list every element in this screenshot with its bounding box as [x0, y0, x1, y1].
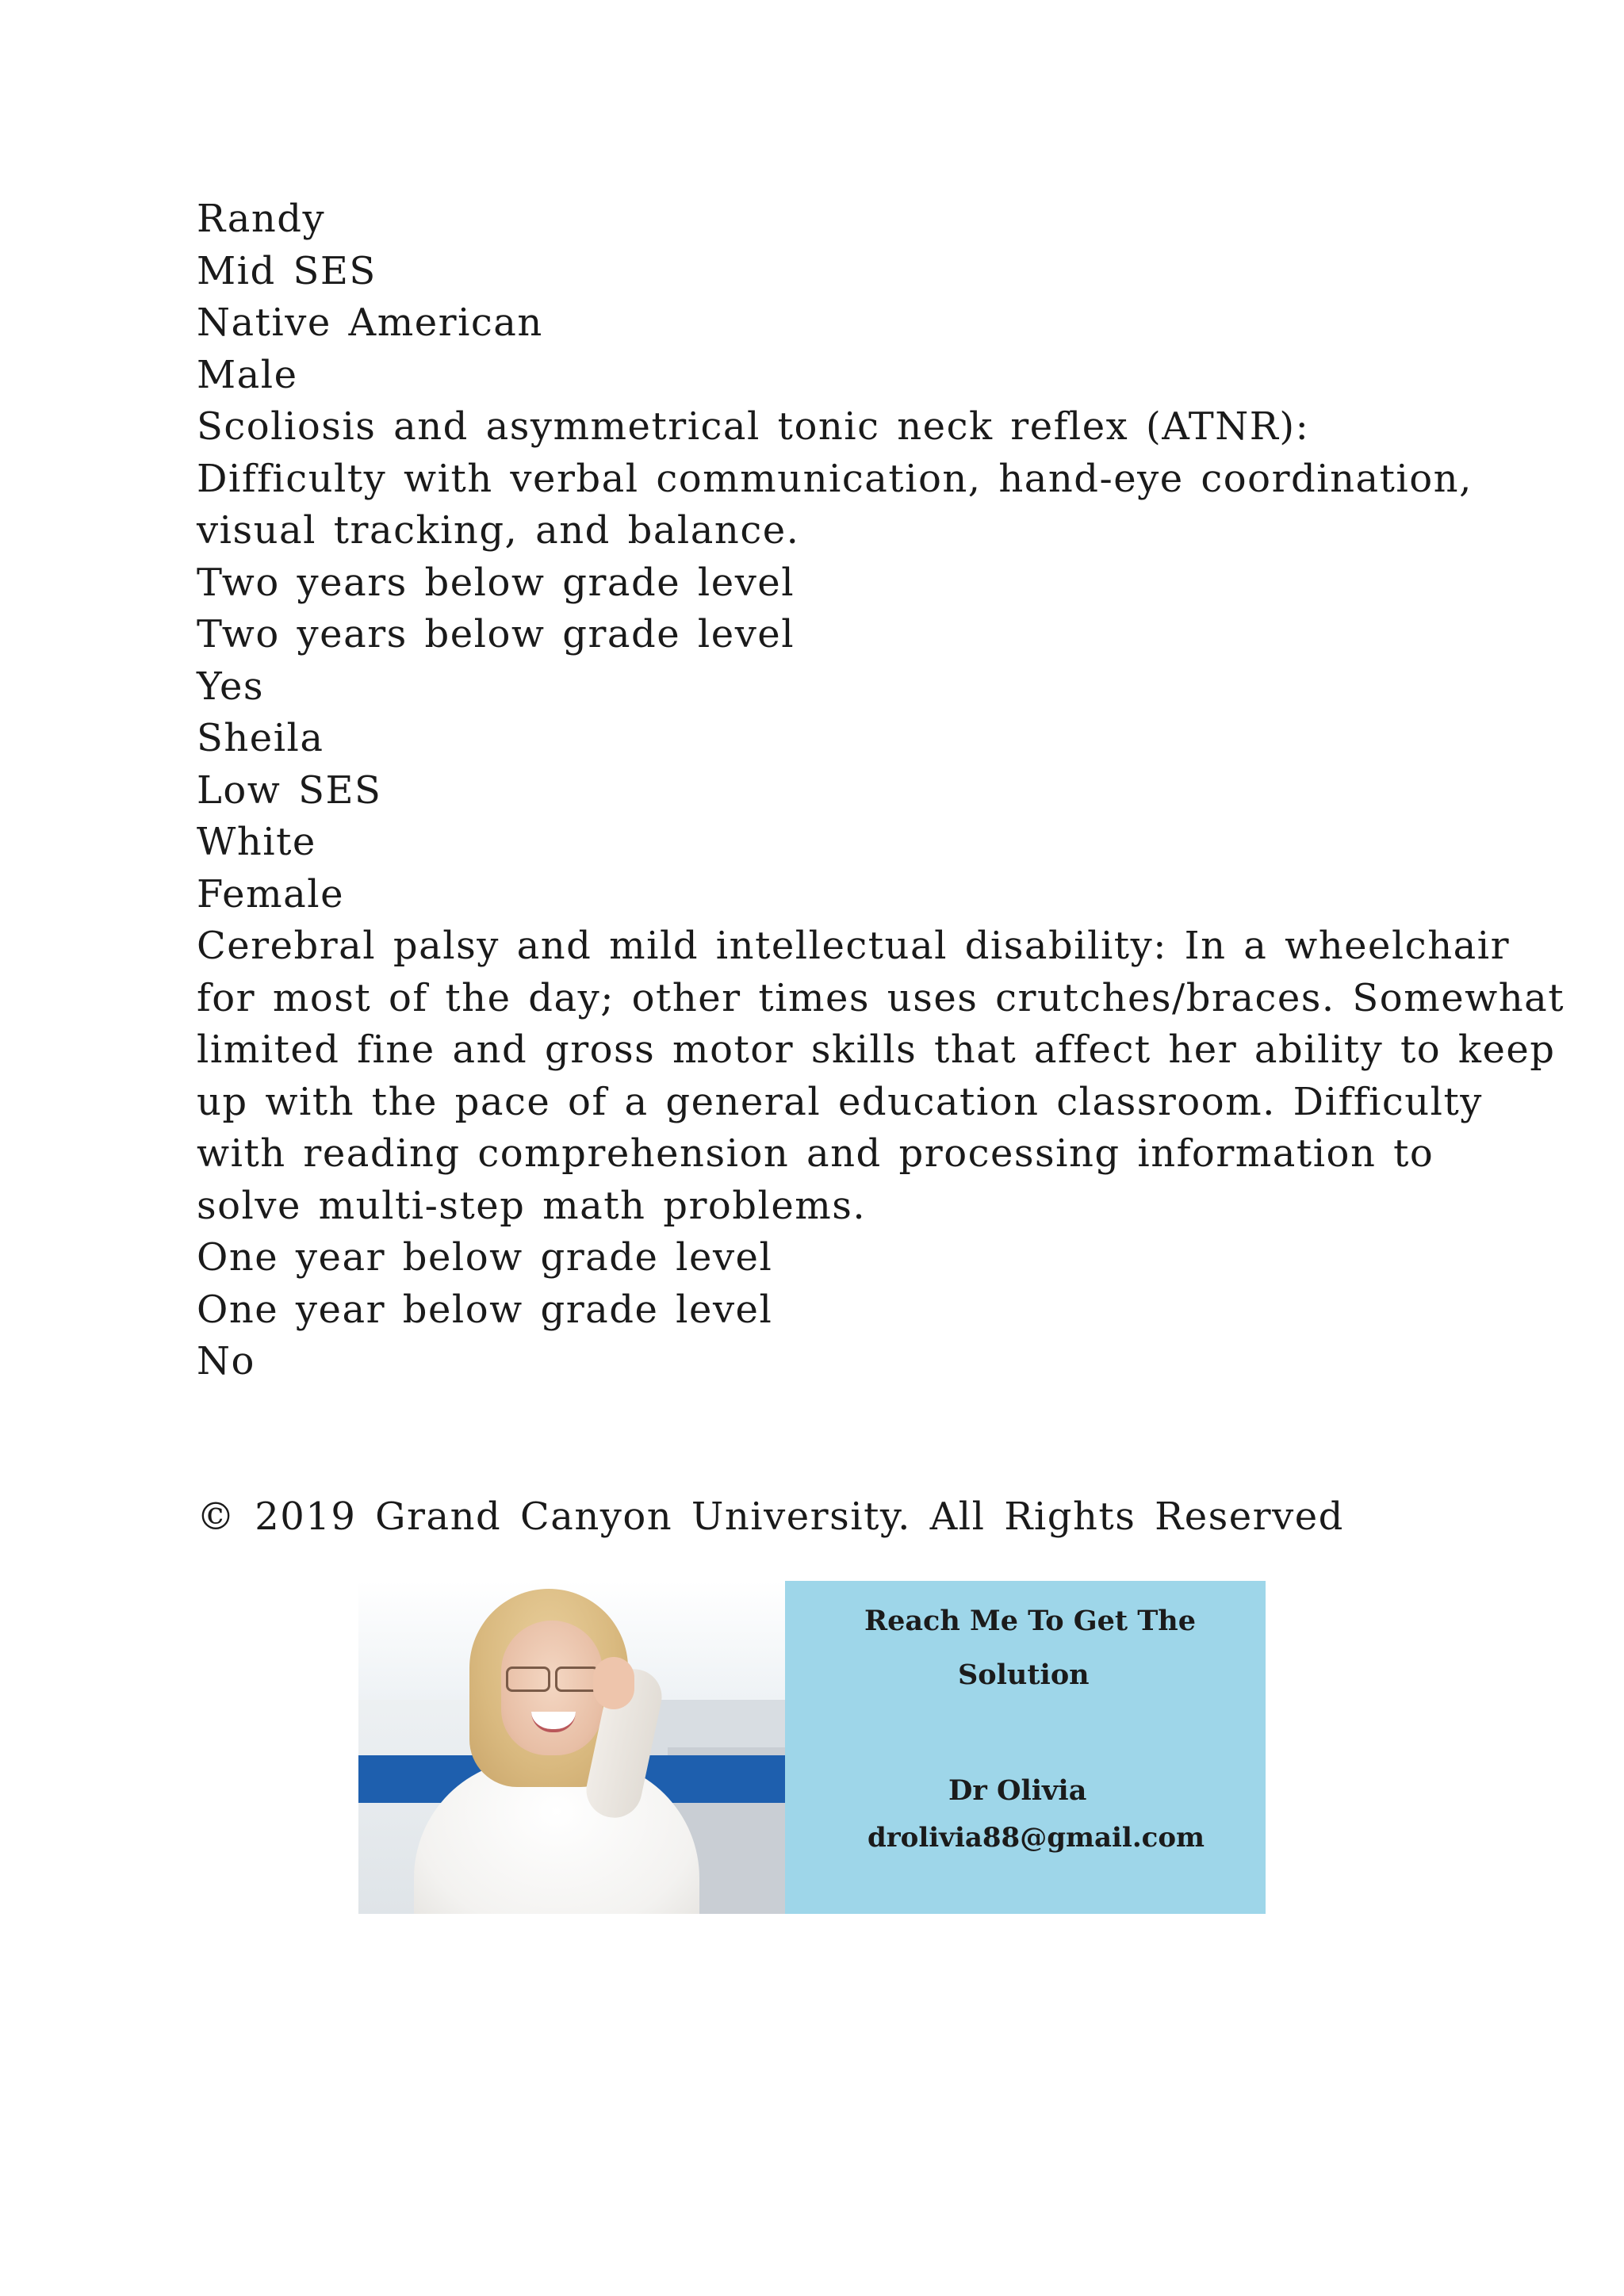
text-line: limited fine and gross motor skills that affect her ability to keep — [197, 1027, 1556, 1072]
text-line: Female — [197, 871, 344, 916]
text-line: Two years below grade level — [197, 560, 795, 605]
text-line: Mid SES — [197, 248, 377, 293]
banner-headline-line1: Reach Me To Get The — [864, 1605, 1197, 1637]
text-line: No — [197, 1339, 255, 1383]
text-line: Male — [197, 352, 298, 397]
text-line: visual tracking, and balance. — [197, 508, 800, 553]
text-line: Sheila — [197, 716, 324, 760]
text-line: for most of the day; other times uses crutches/braces. Somewhat — [197, 975, 1565, 1020]
text-line: One year below grade level — [197, 1235, 773, 1280]
text-line: Native American — [197, 300, 543, 345]
person-hand — [593, 1657, 634, 1709]
contact-email: drolivia88@gmail.com — [868, 1822, 1205, 1854]
text-line: with reading comprehension and processing information to — [197, 1131, 1434, 1176]
contact-name: Dr Olivia — [948, 1774, 1087, 1807]
text-line: Randy — [197, 197, 326, 241]
text-line: White — [197, 820, 316, 864]
text-line: Two years below grade level — [197, 612, 795, 656]
text-line: Difficulty with verbal communication, hand-eye coordination, — [197, 456, 1473, 501]
contact-info-panel — [785, 1581, 1266, 1914]
contact-banner — [358, 1581, 1266, 1914]
copyright-notice: © 2019 Grand Canyon University. All Rights Reserved — [197, 1494, 1344, 1539]
text-line: up with the pace of a general education classroom. Difficulty — [197, 1079, 1483, 1124]
banner-headline-line2: Solution — [958, 1659, 1090, 1691]
text-line: Scoliosis and asymmetrical tonic neck reflex (ATNR): — [197, 404, 1310, 449]
tutor-photo — [358, 1581, 785, 1914]
student-profiles-text — [197, 193, 1565, 1388]
text-line: Cerebral palsy and mild intellectual disability: In a wheelchair — [197, 924, 1511, 968]
glasses-icon — [506, 1667, 599, 1690]
text-line: One year below grade level — [197, 1287, 773, 1332]
text-line: Yes — [197, 664, 265, 709]
text-line: solve multi-step math problems. — [197, 1183, 867, 1228]
text-line: Low SES — [197, 767, 382, 813]
